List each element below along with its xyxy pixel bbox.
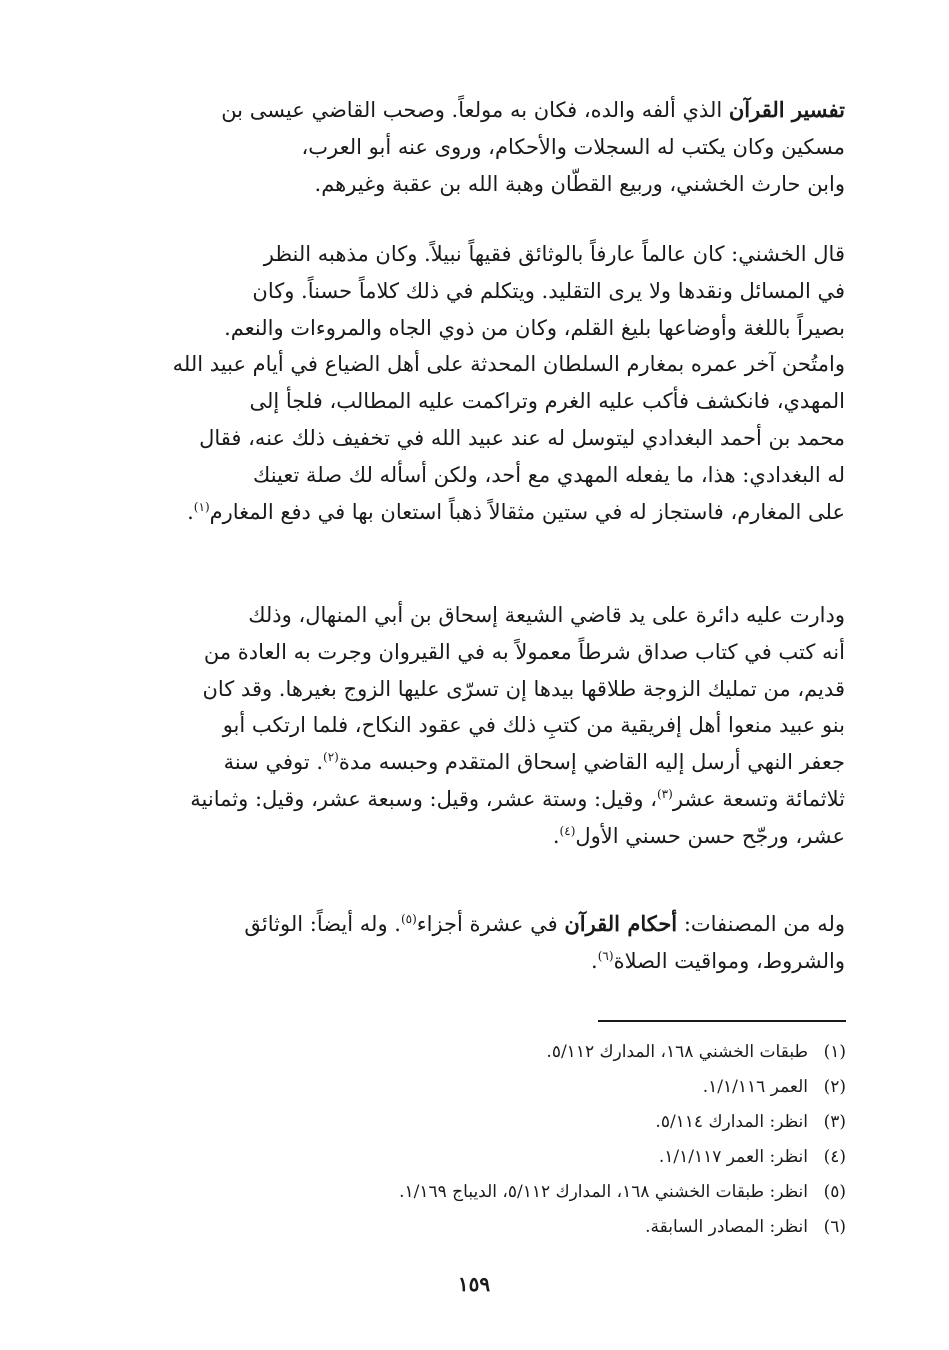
text-run: في عشرة أجزاء: [416, 912, 565, 936]
footnote-ref: (٦): [597, 948, 614, 963]
footnote-item: [150, 1035, 846, 1070]
text-run: والشروط، ومواقيت الصلاة: [613, 948, 845, 973]
footnote-item: [150, 1175, 846, 1210]
paragraph: [100, 906, 845, 980]
text-run: على المغارم، فاستجاز له في ستين مثقالاً ذهباً استعان بها في دفع المغارم: [209, 499, 845, 524]
text-line: [100, 943, 845, 980]
text-line: [100, 818, 845, 855]
footnote-number: (٦): [823, 1217, 846, 1237]
text-run: ودارت عليه دائرة على يد قاضي الشيعة إسحاق بن أبي المنهال، وذلك: [248, 603, 845, 627]
text-run: أنه كتب في كتاب صداق شرطاً معمولاً به في القيروان وجرت به العادة من: [203, 639, 845, 664]
text-line: [100, 129, 845, 166]
text-line: [100, 671, 845, 708]
text-run: ، وقيل: وستة عشر، وقيل: وسبعة عشر، وقيل: وثمانية: [190, 786, 657, 811]
text-line: [100, 634, 845, 671]
text-run: جعفر النهي أرسل إليه القاضي إسحاق المتقدم وحبسه مدة: [338, 750, 845, 775]
text-run: عشر، ورجّح حسن حسني الأول: [575, 823, 845, 848]
text-line: [100, 273, 845, 310]
footnote-text: انظر: طبقات الخشني ١٦٨، المدارك ٥/١١٢، الديباج ١/١٦٩.: [399, 1182, 808, 1202]
text-line: [100, 744, 845, 781]
text-line: [100, 92, 845, 129]
text-line: [100, 166, 845, 203]
footnote-number: (٤): [823, 1147, 846, 1167]
footnote-ref: (٥): [400, 912, 417, 926]
footnote-number: (٣): [823, 1112, 846, 1132]
footnote-text: انظر: المدارك ٥/١١٤.: [655, 1112, 808, 1132]
footnote-item: [150, 1070, 846, 1105]
text-run: له البغدادي: هذا، ما يفعله المهدي مع أحد، ولكن أسأله لك صلة تعينك: [253, 462, 845, 487]
text-line: [100, 383, 845, 420]
footnote-item: [150, 1210, 846, 1245]
text-run: في المسائل ونقدها ولا يرى التقليد. ويتكلم في ذلك كلاماً حسناً. وكان: [252, 278, 845, 303]
paragraph: [100, 236, 845, 530]
text-run: .: [552, 823, 560, 848]
text-run: وامتُحن آخر عمره بمغارم السلطان المحدثة على أهل الضياع في أيام عبيد الله: [172, 352, 845, 377]
text-run: المهدي، فانكشف فأكب عليه الغرم وتراكمت عليه المطالب، فلجأ إلى: [249, 389, 845, 414]
text-line: [100, 597, 845, 634]
text-run: .: [591, 948, 598, 973]
text-run: . توفي سنة: [223, 750, 324, 775]
footnotes: [150, 1035, 846, 1245]
footnote-item: [150, 1105, 846, 1140]
footnote-text: طبقات الخشني ١٦٨، المدارك ٥/١١٢.: [546, 1042, 808, 1062]
text-line: [100, 457, 845, 494]
text-run: بصيراً باللغة وأوضاعها بليغ القلم، وكان من ذوي الجاه والمروءات والنعم.: [224, 315, 845, 340]
text-run: ثلاثمائة وتسعة عشر: [672, 786, 845, 811]
text-run: محمد بن أحمد البغدادي ليتوسل له عند عبيد الله في تخفيف ذلك عنه، فقال: [199, 425, 845, 450]
text-line: [100, 420, 845, 457]
text-run: مسكين وكان يكتب له السجلات والأحكام، وروى عنه أبو العرب،: [301, 134, 845, 159]
footnote-text: انظر: المصادر السابقة.: [645, 1217, 808, 1237]
footnote-ref: (٤): [559, 823, 576, 838]
text-line: [100, 346, 845, 383]
text-line: [100, 310, 845, 347]
text-run: قديم، من تمليك الزوجة طلاقها بيدها إن تسرّى عليها الزوج بغيرها. وقد كان: [202, 676, 845, 701]
footnote-number: (٥): [823, 1182, 846, 1202]
text-run: قال الخشني: كان عالماً عارفاً بالوثائق فقيهاً نبيلاً. وكان مذهبه النظر: [263, 242, 845, 266]
text-line: [100, 236, 845, 273]
text-line: [100, 707, 845, 744]
text-line: [100, 781, 845, 818]
text-line: [100, 494, 845, 531]
text-line: [100, 906, 845, 943]
page-number: ١٥٩: [457, 1272, 491, 1296]
text-run: .: [187, 499, 194, 524]
text-run: بنو عبيد منعوا أهل إفريقية من كتبِ ذلك في عقود النكاح، فلما ارتكب أبو: [222, 713, 845, 738]
book-title: أحكام القرآن: [564, 911, 678, 936]
footnote-number: (٢): [823, 1077, 846, 1097]
footnote-ref: (١): [193, 499, 210, 514]
book-title: تفسير القرآن: [728, 97, 845, 122]
footnote-text: انظر: العمر ١/١/١١٧.: [658, 1147, 808, 1167]
footnote-separator: [598, 1020, 846, 1022]
text-run: . وله أيضاً: الوثائق: [244, 912, 401, 936]
paragraph: [100, 92, 845, 202]
paragraph: [100, 597, 845, 855]
footnote-ref: (٢): [323, 750, 339, 765]
text-run: وابن حارث الخشني، وربيع القطّان وهبة الله بن عقبة وغيرهم.: [314, 171, 845, 196]
text-run: وله من المصنفات:: [677, 912, 845, 936]
footnote-text: العمر ١/١/١١٦.: [702, 1077, 808, 1097]
footnote-ref: (٣): [656, 786, 673, 801]
text-run: الذي ألفه والده، فكان به مولعاً. وصحب القاضي عيسى بن: [221, 98, 729, 122]
footnote-item: [150, 1140, 846, 1175]
footnote-number: (١): [823, 1042, 846, 1062]
